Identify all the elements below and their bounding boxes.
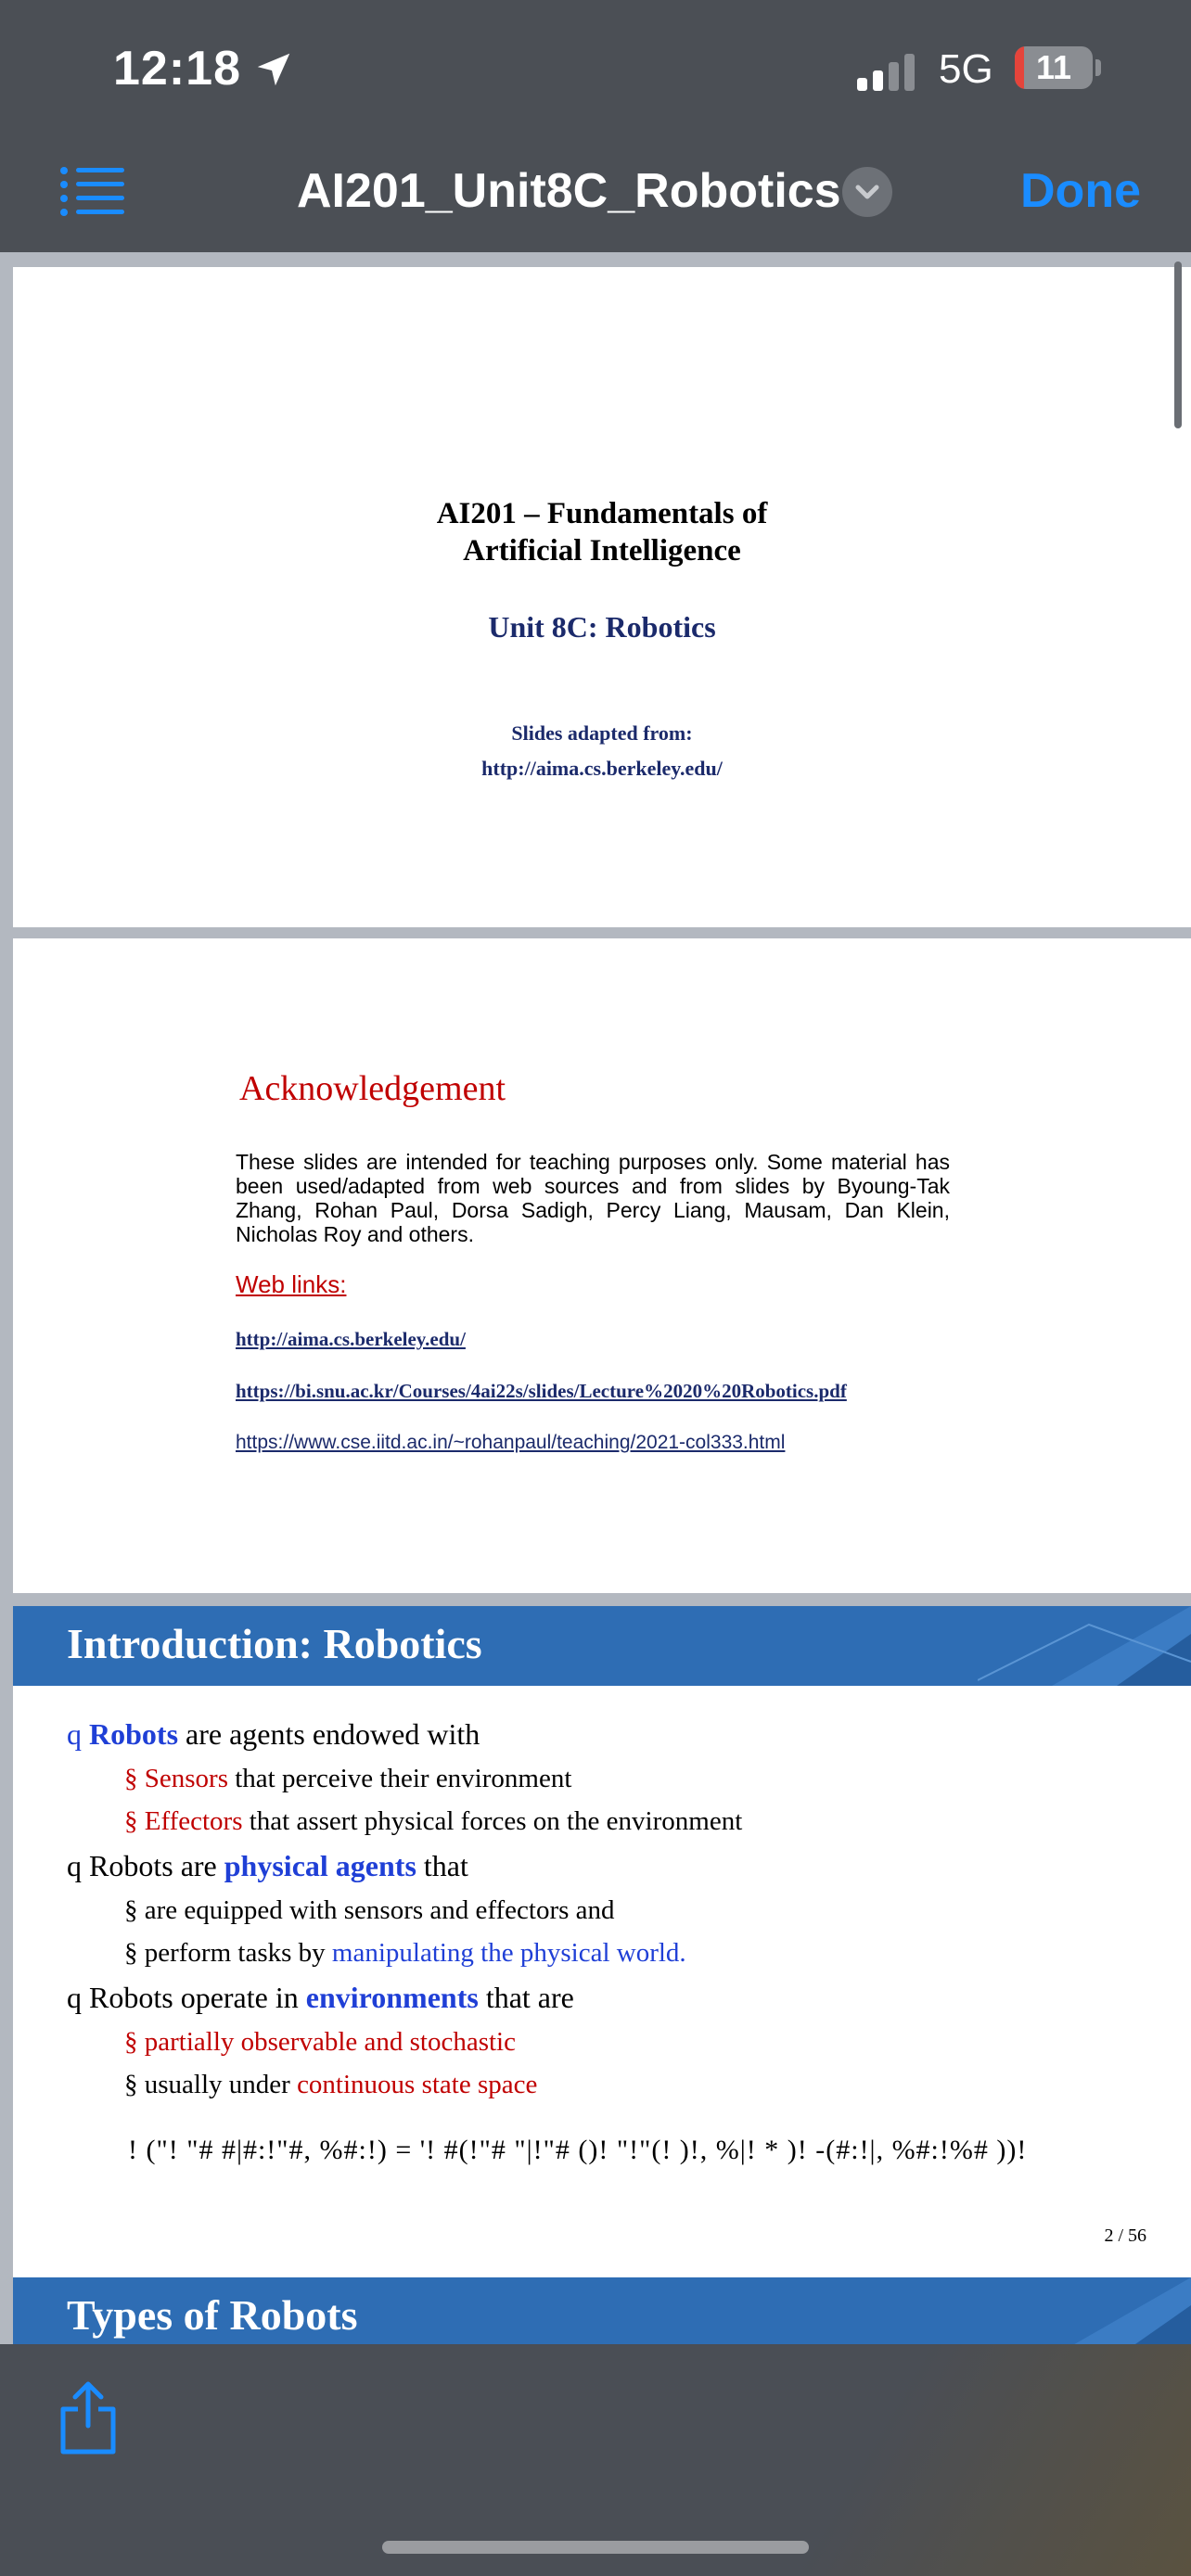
slide-page-4 [13,2277,1191,2344]
title-menu-button[interactable] [842,167,892,217]
network-type: 5G [939,46,993,92]
ack-title: Acknowledgement [239,1069,506,1108]
battery-cap [1095,59,1101,76]
slide-page-1 [13,267,1191,927]
equation-text: ! ("! "# #|#:!"#, %#:!) = '! #(!"# "|!"# ()! "!"(! )!, %|! * )! -(#:!|, %#:!%# ))! [128,2135,1028,2165]
bullet-line: q Robots are physical agents that [67,1849,468,1882]
nav-bar [0,139,1191,252]
sub-bullet-line: § Effectors that assert physical forces on the environment [124,1806,743,1836]
slide-title-line-2: Artificial Intelligence [463,534,741,567]
bottom-toolbar [0,2344,1191,2576]
slide-page-3 [13,1606,1191,2344]
page-number: 2 / 56 [1104,2225,1146,2246]
battery-percent: 11 [1035,48,1072,86]
web-link[interactable]: http://aima.cs.berkeley.edu/ [236,1328,466,1350]
slide-title-line-1: AI201 – Fundamentals of [436,497,768,530]
outline-list-icon[interactable] [59,165,124,217]
chevron-down-icon [842,167,892,217]
bullet-line: q Robots operate in environments that are [67,1981,574,2014]
slide-unit: Unit 8C: Robotics [488,610,716,644]
bullet-line: q Robots are agents endowed with [67,1717,480,1751]
document-title[interactable]: AI201_Unit8C_Robotics [297,164,841,218]
status-bar [0,0,1191,139]
sub-bullet-line: § partially observable and stochastic [124,2027,516,2057]
header-decoration [978,2277,1191,2344]
slide-header-title: Types of Robots [67,2291,358,2339]
top-area [0,0,1191,252]
sub-bullet-line: § are equipped with sensors and effectors and [124,1895,615,1925]
cellular-signal-icon [855,54,920,91]
share-icon[interactable] [58,2381,119,2455]
home-indicator[interactable] [382,2541,809,2554]
battery-icon [1015,46,1093,89]
sub-bullet-line: § perform tasks by manipulating the physical world. [124,1938,686,1968]
slide-header-title: Introduction: Robotics [67,1620,482,1667]
sub-bullet-line: § Sensors that perceive their environment [124,1764,572,1793]
done-button[interactable]: Done [1020,164,1141,218]
ack-body: These slides are intended for teaching purposes only. Some material has been used/adapted from web sources and from slides by Byoung-Tak Zhang, Rohan Paul, Dorsa Sadigh, Percy Liang, Mausam, Dan Klein, Nicholas Roy and others. [236,1150,950,1246]
web-link[interactable]: https://bi.snu.ac.kr/Courses/4ai22s/slides/Lecture%2020%20Robotics.pdf [236,1380,847,1402]
location-arrow-icon [252,48,295,91]
header-decoration [978,1606,1191,1686]
sub-bullet-line: § usually under continuous state space [124,2070,538,2099]
status-time: 12:18 [113,42,241,96]
slide-title [13,495,1191,569]
pdf-viewer[interactable] [0,252,1191,2344]
slide-source: http://aima.cs.berkeley.edu/ [481,757,723,780]
web-link[interactable]: https://www.cse.iitd.ac.in/~rohanpaul/teaching/2021-col333.html [236,1432,786,1453]
scroll-indicator[interactable] [1174,261,1182,428]
slide-page-2 [13,938,1191,1593]
weblinks-label: Web links: [236,1270,347,1298]
slide-header [13,2277,1191,2344]
slide-adapted-label: Slides adapted from: [511,721,693,745]
slide-header [13,1606,1191,1686]
